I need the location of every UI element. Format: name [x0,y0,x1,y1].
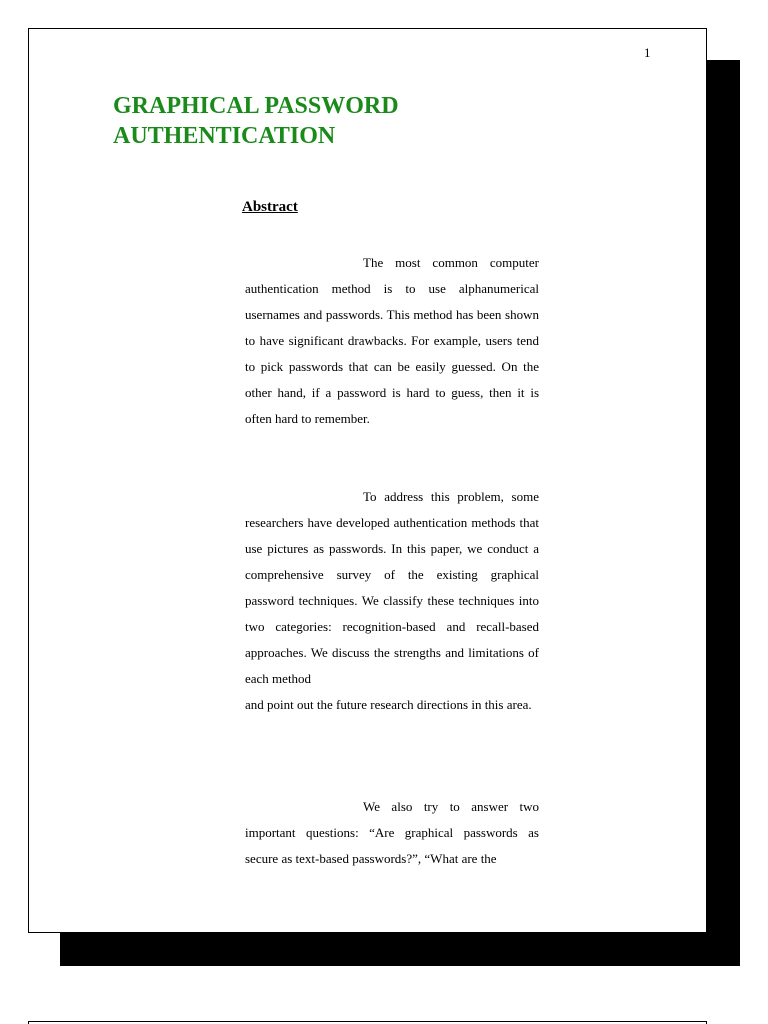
paragraph-text: and point out the future research directions in this area. [245,697,532,712]
document-page [28,28,707,933]
paragraph-text: We also try to answer two important questions: “Are graphical passwords as secure as text-based passwords?”, “What are the [245,799,539,866]
title-line-2: AUTHENTICATION [113,123,336,149]
paragraph-text: To address this problem, some researchers have developed authentication methods that use pictures as passwords. In this paper, we conduct a comprehensive survey of the existing graphical password techniques. We classify these techniques into two categories: recognition-based and recall-based approaches. We discuss the strengths and limitations of each method [245,489,539,686]
page-number: 1 [644,45,651,60]
document-title [113,91,399,151]
abstract-paragraph-1 [245,250,539,432]
abstract-paragraph-3 [245,794,539,872]
paragraph-text: The most common computer authentication method is to use alphanumerical usernames and passwords. This method has been shown to have significant drawbacks. For example, users tend to pick passwords that can be easily guessed. On the other hand, if a password is hard to guess, then it is often hard to remember. [245,255,539,426]
abstract-paragraph-2 [245,484,539,718]
title-line-1: GRAPHICAL PASSWORD [113,93,399,119]
abstract-heading: Abstract [242,199,298,215]
